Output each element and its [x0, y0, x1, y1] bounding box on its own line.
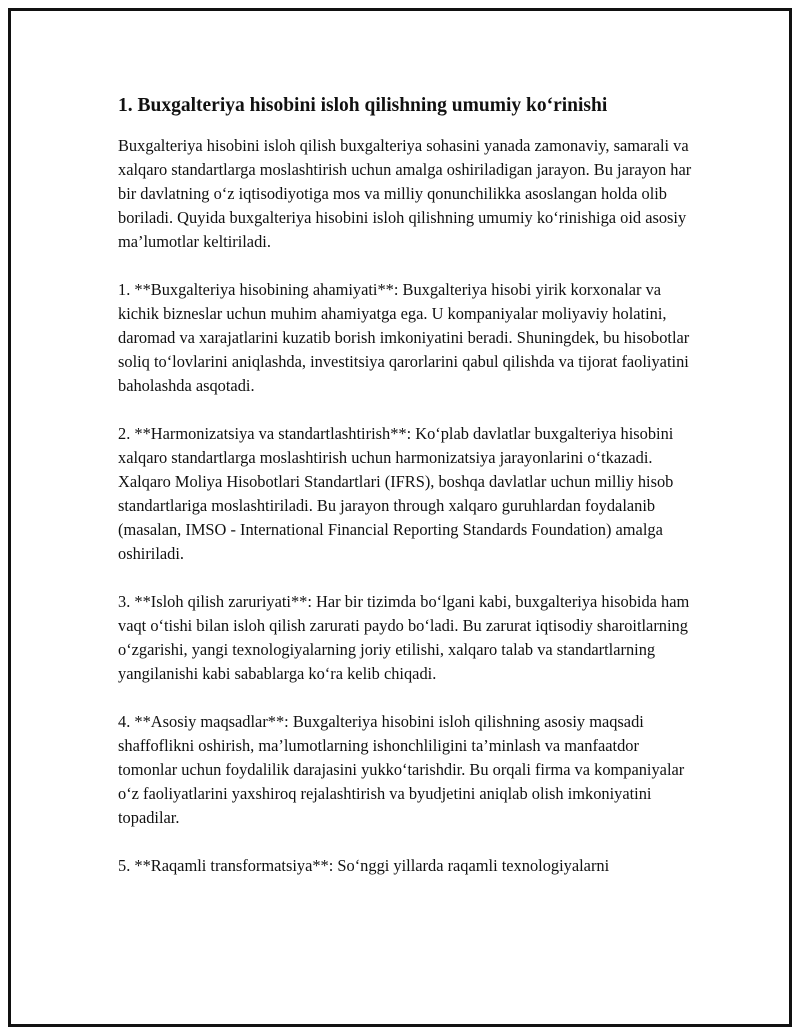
paragraph-digital-transformation: 5. **Raqamli transformatsiya**: So‘nggi yillarda raqamli texnologiyalarni	[118, 856, 610, 875]
paragraph-harmonization: 2. **Harmonizatsiya va standartlashtirish**: Ko‘plab davlatlar buxgalteriya hisobini xalqaro standartlarga moslashtirish uchun harmonizatsiya jarayonlarini o‘tkazadi. Xalqaro Moliya Hisobotlari Standartlari (IFRS), boshqa davlatlar uchun milliy hisob standartlariga moslashtiriladi. Bu jarayon through xalqaro guruhlardan foydalanib (masalan, IMSO - International Financial Reporting Standards Foundation) amalga oshiriladi.	[118, 424, 674, 563]
paragraph-reform-necessity: 3. **Isloh qilish zaruriyati**: Har bir tizimda bo‘lgani kabi, buxgalteriya hisobida ham vaqt o‘tishi bilan isloh qilish zarurati paydo bo‘ladi. Bu zarurat iqtisodiy sharoitlarning o‘zgarishi, yangi texnologiyalarning joriy etilishi, xalqaro talab va standartlarning yangilanishi kabi sabablarga ko‘ra kelib chiqadi.	[118, 592, 690, 683]
document-body	[118, 92, 698, 902]
paragraph-main-goals: 4. **Asosiy maqsadlar**: Buxgalteriya hisobini isloh qilishning asosiy maqsadi shaffoflikni oshirish, ma’lumotlarning ishonchliligini ta’minlash va manfaatdor tomonlar uchun foydalilik darajasini yukko‘tarishdir. Bu orqali firma va kompaniyalar o‘z faoliyatlarini yaxshiroq rejalashtirish va byudjetini aniqlab olish imkoniyatini topadilar.	[118, 712, 685, 827]
intro-paragraph: Buxgalteriya hisobini isloh qilish buxgalteriya sohasini yanada zamonaviy, samarali va xalqaro standartlarga moslashtirish uchun amalga oshiriladigan jarayon. Bu jarayon har bir davlatning o‘z iqtisodiyotiga mos va milliy qonunchilikka asoslangan holda olib boriladi. Quyida buxgalteriya hisobini isloh qilishning umumiy ko‘rinishiga oid asosiy ma’lumotlar keltiriladi.	[118, 136, 692, 251]
paragraph-importance: 1. **Buxgalteriya hisobining ahamiyati**: Buxgalteriya hisobi yirik korxonalar va kichik bizneslar uchun muhim ahamiyatga ega. U kompaniyalar moliyaviy holatini, daromad va xarajatlarini kuzatib borish imkoniyatini beradi. Shuningdek, bu hisobotlar soliq to‘lovlarini aniqlashda, investitsiya qarorlarini qabul qilishda va tijorat faoliyatini baholashda asqotadi.	[118, 280, 690, 395]
section-title: 1. Buxgalteriya hisobini isloh qilishning umumiy ko‘rinishi	[118, 95, 608, 116]
